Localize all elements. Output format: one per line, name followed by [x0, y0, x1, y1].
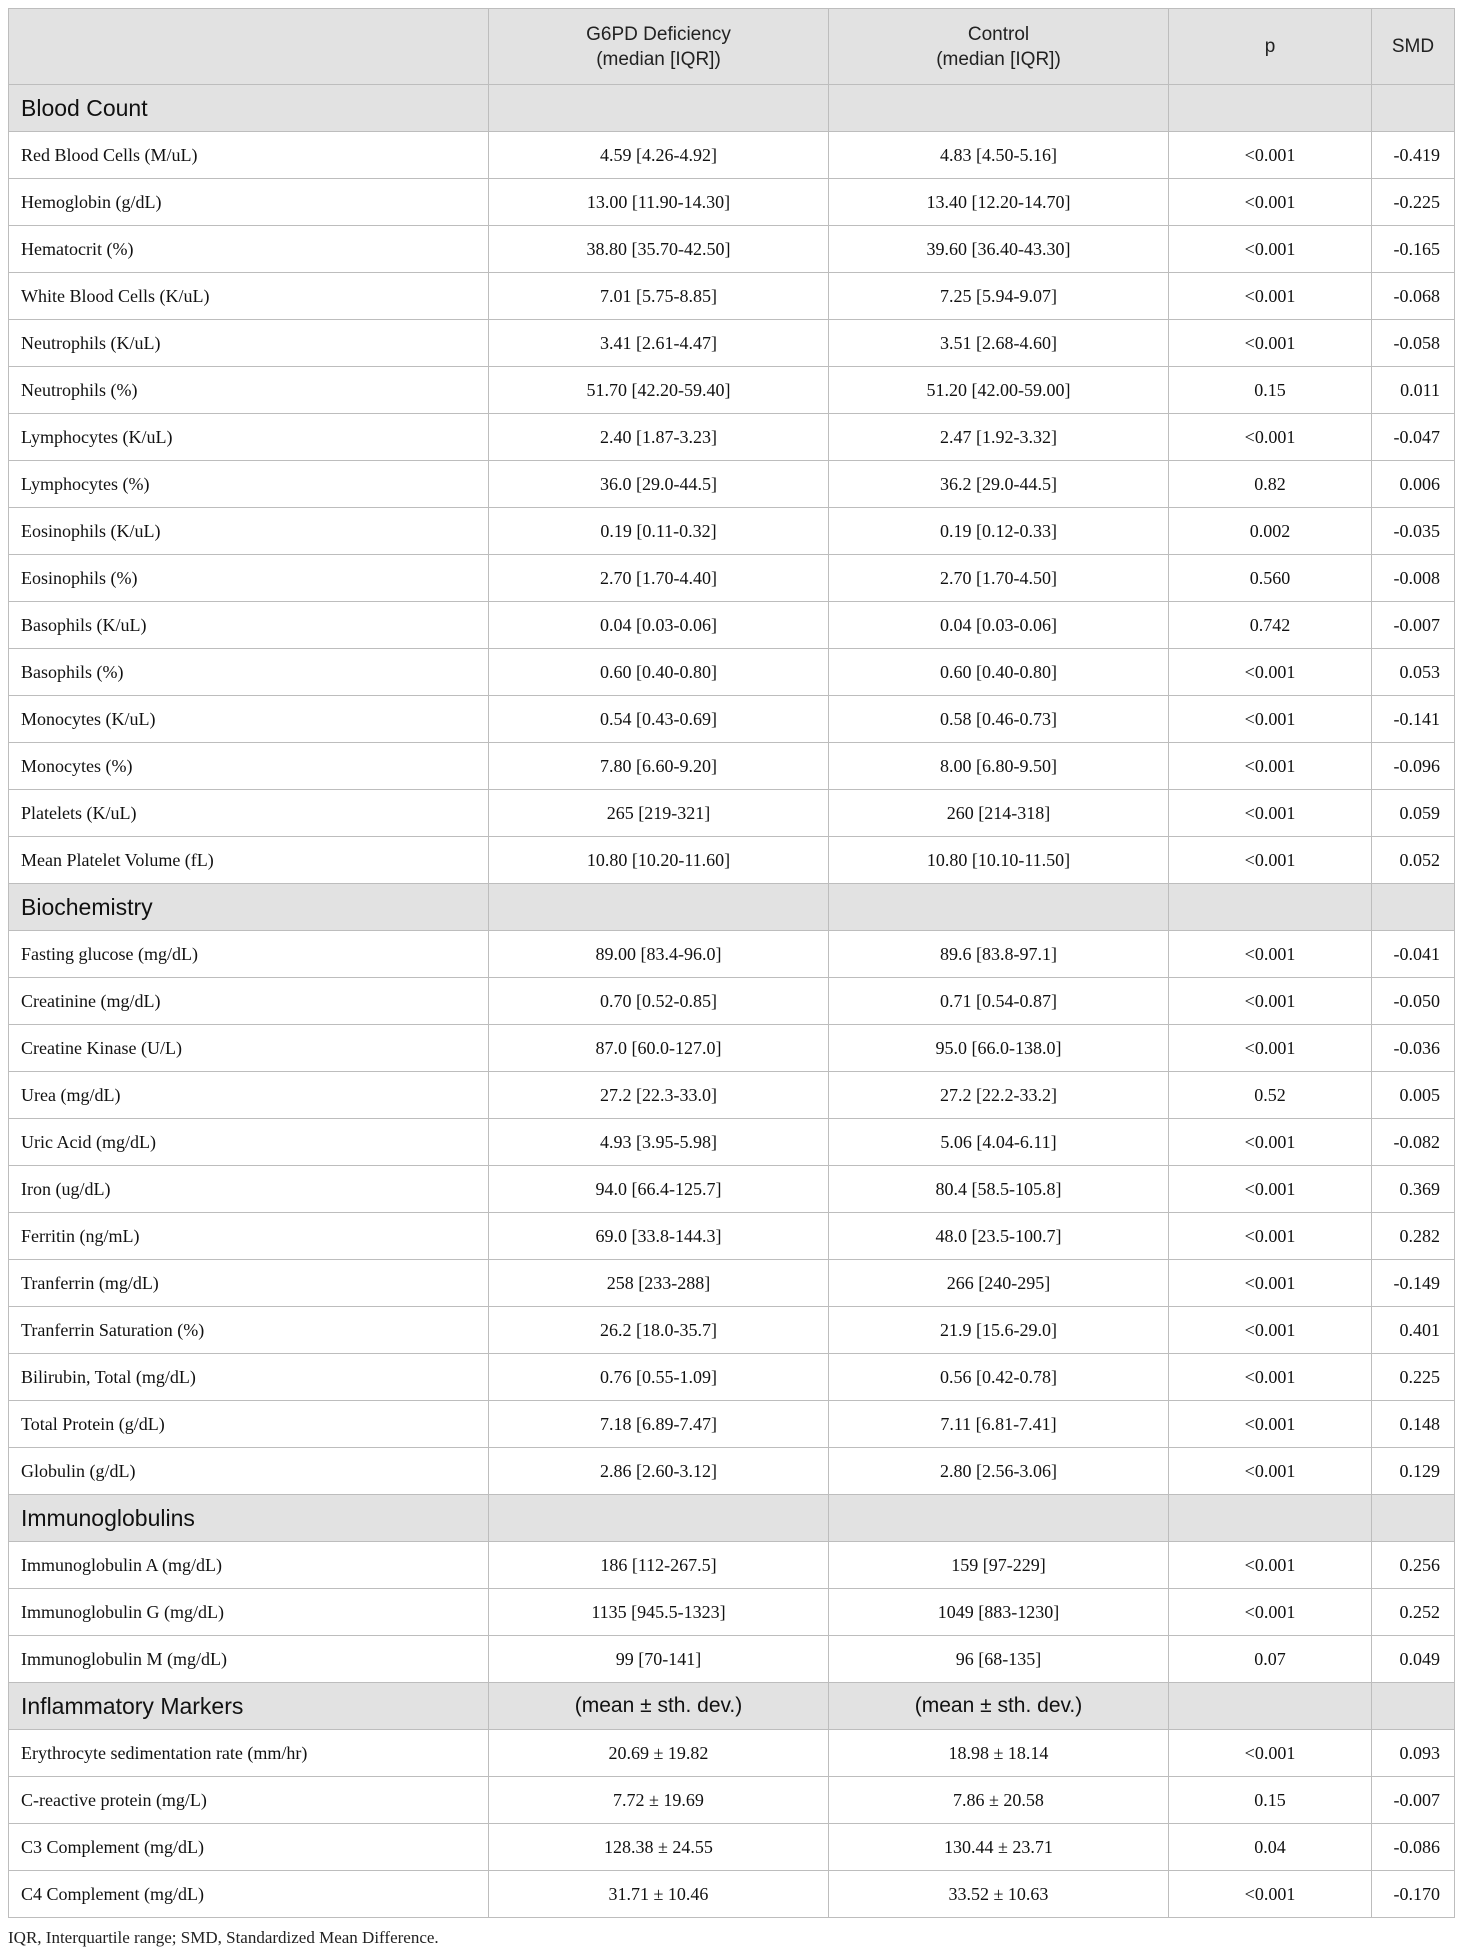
section-p-blank [1169, 1495, 1372, 1542]
row-g6pd-value: 38.80 [35.70-42.50] [489, 226, 829, 273]
row-label: Lymphocytes (K/uL) [9, 414, 489, 461]
row-control-value: 0.04 [0.03-0.06] [829, 602, 1169, 649]
row-g6pd-value: 3.41 [2.61-4.47] [489, 320, 829, 367]
row-p-value: 0.742 [1169, 602, 1372, 649]
table-header [9, 9, 1455, 85]
row-label: Total Protein (g/dL) [9, 1401, 489, 1448]
row-smd-value: -0.008 [1372, 555, 1455, 602]
table-row [9, 1260, 1455, 1307]
row-control-value: 159 [97-229] [829, 1542, 1169, 1589]
row-control-value: 7.11 [6.81-7.41] [829, 1401, 1169, 1448]
section-control-subheading: (mean ± sth. dev.) [829, 1683, 1169, 1730]
row-label: Creatine Kinase (U/L) [9, 1025, 489, 1072]
row-p-value: 0.560 [1169, 555, 1372, 602]
row-control-value: 130.44 ± 23.71 [829, 1824, 1169, 1871]
header-p: p [1169, 9, 1372, 85]
row-label: Uric Acid (mg/dL) [9, 1119, 489, 1166]
row-g6pd-value: 1135 [945.5-1323] [489, 1589, 829, 1636]
row-g6pd-value: 99 [70-141] [489, 1636, 829, 1683]
row-control-value: 7.86 ± 20.58 [829, 1777, 1169, 1824]
row-smd-value: -0.149 [1372, 1260, 1455, 1307]
section-title: Biochemistry [9, 884, 489, 931]
section-smd-blank [1372, 884, 1455, 931]
row-g6pd-value: 7.80 [6.60-9.20] [489, 743, 829, 790]
table-row [9, 1401, 1455, 1448]
row-control-value: 0.19 [0.12-0.33] [829, 508, 1169, 555]
section-p-blank [1169, 85, 1372, 132]
row-control-value: 1049 [883-1230] [829, 1589, 1169, 1636]
row-control-value: 51.20 [42.00-59.00] [829, 367, 1169, 414]
table-row [9, 1824, 1455, 1871]
section-smd-blank [1372, 1495, 1455, 1542]
row-g6pd-value: 2.40 [1.87-3.23] [489, 414, 829, 461]
section-control-subheading [829, 85, 1169, 132]
row-control-value: 266 [240-295] [829, 1260, 1169, 1307]
row-label: Hemoglobin (g/dL) [9, 179, 489, 226]
row-p-value: 0.52 [1169, 1072, 1372, 1119]
row-smd-value: 0.129 [1372, 1448, 1455, 1495]
section-p-blank [1169, 1683, 1372, 1730]
row-label: C-reactive protein (mg/L) [9, 1777, 489, 1824]
row-p-value: <0.001 [1169, 1307, 1372, 1354]
row-p-value: <0.001 [1169, 649, 1372, 696]
row-label: Red Blood Cells (M/uL) [9, 132, 489, 179]
row-g6pd-value: 0.19 [0.11-0.32] [489, 508, 829, 555]
row-g6pd-value: 128.38 ± 24.55 [489, 1824, 829, 1871]
table-row [9, 1730, 1455, 1777]
row-label: Neutrophils (K/uL) [9, 320, 489, 367]
row-g6pd-value: 0.60 [0.40-0.80] [489, 649, 829, 696]
row-smd-value: 0.005 [1372, 1072, 1455, 1119]
table-row [9, 1119, 1455, 1166]
row-smd-value: -0.082 [1372, 1119, 1455, 1166]
row-smd-value: 0.059 [1372, 790, 1455, 837]
row-p-value: <0.001 [1169, 1025, 1372, 1072]
row-label: Globulin (g/dL) [9, 1448, 489, 1495]
row-p-value: 0.07 [1169, 1636, 1372, 1683]
table-row [9, 1871, 1455, 1918]
row-label: C3 Complement (mg/dL) [9, 1824, 489, 1871]
row-control-value: 3.51 [2.68-4.60] [829, 320, 1169, 367]
row-smd-value: -0.036 [1372, 1025, 1455, 1072]
row-p-value: <0.001 [1169, 1401, 1372, 1448]
row-label: Hematocrit (%) [9, 226, 489, 273]
row-p-value: <0.001 [1169, 1589, 1372, 1636]
row-smd-value: -0.058 [1372, 320, 1455, 367]
row-control-value: 4.83 [4.50-5.16] [829, 132, 1169, 179]
row-smd-value: 0.256 [1372, 1542, 1455, 1589]
table-row [9, 1025, 1455, 1072]
row-p-value: 0.15 [1169, 367, 1372, 414]
row-smd-value: 0.049 [1372, 1636, 1455, 1683]
section-header-row [9, 1683, 1455, 1730]
row-p-value: <0.001 [1169, 1448, 1372, 1495]
table-row [9, 696, 1455, 743]
row-smd-value: -0.035 [1372, 508, 1455, 555]
row-smd-value: -0.165 [1372, 226, 1455, 273]
row-control-value: 0.60 [0.40-0.80] [829, 649, 1169, 696]
header-g6pd-title: G6PD Deficiency [586, 23, 731, 45]
row-smd-value: 0.282 [1372, 1213, 1455, 1260]
row-g6pd-value: 27.2 [22.3-33.0] [489, 1072, 829, 1119]
row-label: Erythrocyte sedimentation rate (mm/hr) [9, 1730, 489, 1777]
table-row [9, 743, 1455, 790]
row-g6pd-value: 89.00 [83.4-96.0] [489, 931, 829, 978]
row-p-value: <0.001 [1169, 696, 1372, 743]
section-p-blank [1169, 884, 1372, 931]
row-p-value: <0.001 [1169, 1354, 1372, 1401]
header-variable [9, 9, 489, 85]
row-label: Tranferrin Saturation (%) [9, 1307, 489, 1354]
row-smd-value: 0.093 [1372, 1730, 1455, 1777]
row-smd-value: 0.148 [1372, 1401, 1455, 1448]
section-control-subheading [829, 1495, 1169, 1542]
row-control-value: 36.2 [29.0-44.5] [829, 461, 1169, 508]
row-label: Tranferrin (mg/dL) [9, 1260, 489, 1307]
row-control-value: 21.9 [15.6-29.0] [829, 1307, 1169, 1354]
table-row [9, 1777, 1455, 1824]
row-g6pd-value: 0.76 [0.55-1.09] [489, 1354, 829, 1401]
row-smd-value: 0.053 [1372, 649, 1455, 696]
table-row [9, 602, 1455, 649]
table-row [9, 461, 1455, 508]
header-row [9, 9, 1455, 85]
row-g6pd-value: 7.18 [6.89-7.47] [489, 1401, 829, 1448]
table-row [9, 508, 1455, 555]
header-control [829, 9, 1169, 85]
row-smd-value: 0.006 [1372, 461, 1455, 508]
row-p-value: <0.001 [1169, 1119, 1372, 1166]
row-label: Eosinophils (K/uL) [9, 508, 489, 555]
table-body [9, 85, 1455, 1918]
row-label: Immunoglobulin A (mg/dL) [9, 1542, 489, 1589]
row-smd-value: -0.086 [1372, 1824, 1455, 1871]
row-g6pd-value: 7.72 ± 19.69 [489, 1777, 829, 1824]
section-control-subheading [829, 884, 1169, 931]
section-g6pd-subheading [489, 85, 829, 132]
row-control-value: 89.6 [83.8-97.1] [829, 931, 1169, 978]
row-g6pd-value: 69.0 [33.8-144.3] [489, 1213, 829, 1260]
row-smd-value: -0.041 [1372, 931, 1455, 978]
table-row [9, 978, 1455, 1025]
row-p-value: <0.001 [1169, 226, 1372, 273]
table-row [9, 649, 1455, 696]
row-p-value: 0.15 [1169, 1777, 1372, 1824]
section-title: Blood Count [9, 85, 489, 132]
row-g6pd-value: 0.54 [0.43-0.69] [489, 696, 829, 743]
row-label: Mean Platelet Volume (fL) [9, 837, 489, 884]
row-p-value: <0.001 [1169, 414, 1372, 461]
row-control-value: 7.25 [5.94-9.07] [829, 273, 1169, 320]
row-control-value: 18.98 ± 18.14 [829, 1730, 1169, 1777]
row-label: Bilirubin, Total (mg/dL) [9, 1354, 489, 1401]
row-control-value: 95.0 [66.0-138.0] [829, 1025, 1169, 1072]
header-control-title: Control [967, 23, 1030, 45]
table-row [9, 179, 1455, 226]
table-row [9, 414, 1455, 461]
table-row [9, 1542, 1455, 1589]
table-row [9, 1448, 1455, 1495]
row-p-value: <0.001 [1169, 837, 1372, 884]
section-title: Immunoglobulins [9, 1495, 489, 1542]
header-g6pd [489, 9, 829, 85]
table-row [9, 1307, 1455, 1354]
section-header-row [9, 85, 1455, 132]
table-row [9, 1166, 1455, 1213]
row-control-value: 5.06 [4.04-6.11] [829, 1119, 1169, 1166]
row-control-value: 2.80 [2.56-3.06] [829, 1448, 1169, 1495]
row-smd-value: -0.096 [1372, 743, 1455, 790]
row-smd-value: 0.401 [1372, 1307, 1455, 1354]
row-smd-value: 0.369 [1372, 1166, 1455, 1213]
row-smd-value: -0.419 [1372, 132, 1455, 179]
header-smd: SMD [1372, 9, 1455, 85]
row-g6pd-value: 258 [233-288] [489, 1260, 829, 1307]
row-label: Basophils (K/uL) [9, 602, 489, 649]
section-title: Inflammatory Markers [9, 1683, 489, 1730]
row-label: Basophils (%) [9, 649, 489, 696]
table-row [9, 1072, 1455, 1119]
row-p-value: <0.001 [1169, 132, 1372, 179]
row-p-value: 0.04 [1169, 1824, 1372, 1871]
row-g6pd-value: 7.01 [5.75-8.85] [489, 273, 829, 320]
table-row [9, 1589, 1455, 1636]
row-p-value: <0.001 [1169, 320, 1372, 367]
table-row [9, 1213, 1455, 1260]
table-row [9, 320, 1455, 367]
section-smd-blank [1372, 1683, 1455, 1730]
row-g6pd-value: 4.93 [3.95-5.98] [489, 1119, 829, 1166]
row-label: Immunoglobulin G (mg/dL) [9, 1589, 489, 1636]
row-g6pd-value: 20.69 ± 19.82 [489, 1730, 829, 1777]
row-label: Fasting glucose (mg/dL) [9, 931, 489, 978]
table-footnote: IQR, Interquartile range; SMD, Standardized Mean Difference. [8, 1928, 439, 1947]
row-control-value: 39.60 [36.40-43.30] [829, 226, 1169, 273]
row-smd-value: -0.170 [1372, 1871, 1455, 1918]
row-control-value: 27.2 [22.2-33.2] [829, 1072, 1169, 1119]
row-p-value: <0.001 [1169, 1542, 1372, 1589]
row-g6pd-value: 0.04 [0.03-0.06] [489, 602, 829, 649]
row-label: C4 Complement (mg/dL) [9, 1871, 489, 1918]
row-smd-value: 0.225 [1372, 1354, 1455, 1401]
table-container [8, 8, 1454, 1948]
table-row [9, 931, 1455, 978]
row-smd-value: 0.011 [1372, 367, 1455, 414]
row-label: Iron (ug/dL) [9, 1166, 489, 1213]
data-table [8, 8, 1455, 1918]
row-p-value: <0.001 [1169, 1260, 1372, 1307]
row-g6pd-value: 26.2 [18.0-35.7] [489, 1307, 829, 1354]
section-smd-blank [1372, 85, 1455, 132]
row-g6pd-value: 87.0 [60.0-127.0] [489, 1025, 829, 1072]
row-p-value: <0.001 [1169, 1871, 1372, 1918]
row-p-value: 0.002 [1169, 508, 1372, 555]
row-label: Creatinine (mg/dL) [9, 978, 489, 1025]
row-control-value: 10.80 [10.10-11.50] [829, 837, 1169, 884]
row-label: Immunoglobulin M (mg/dL) [9, 1636, 489, 1683]
section-header-row [9, 1495, 1455, 1542]
row-g6pd-value: 13.00 [11.90-14.30] [489, 179, 829, 226]
row-p-value: 0.82 [1169, 461, 1372, 508]
row-label: White Blood Cells (K/uL) [9, 273, 489, 320]
row-control-value: 8.00 [6.80-9.50] [829, 743, 1169, 790]
row-g6pd-value: 4.59 [4.26-4.92] [489, 132, 829, 179]
table-row [9, 226, 1455, 273]
row-smd-value: -0.141 [1372, 696, 1455, 743]
section-g6pd-subheading [489, 884, 829, 931]
table-row [9, 1636, 1455, 1683]
row-g6pd-value: 0.70 [0.52-0.85] [489, 978, 829, 1025]
row-p-value: <0.001 [1169, 1166, 1372, 1213]
row-label: Monocytes (K/uL) [9, 696, 489, 743]
row-p-value: <0.001 [1169, 273, 1372, 320]
row-control-value: 13.40 [12.20-14.70] [829, 179, 1169, 226]
row-control-value: 260 [214-318] [829, 790, 1169, 837]
table-row [9, 790, 1455, 837]
row-control-value: 0.56 [0.42-0.78] [829, 1354, 1169, 1401]
row-label: Monocytes (%) [9, 743, 489, 790]
row-smd-value: -0.050 [1372, 978, 1455, 1025]
row-control-value: 48.0 [23.5-100.7] [829, 1213, 1169, 1260]
row-control-value: 2.70 [1.70-4.50] [829, 555, 1169, 602]
row-control-value: 33.52 ± 10.63 [829, 1871, 1169, 1918]
row-label: Lymphocytes (%) [9, 461, 489, 508]
row-control-value: 80.4 [58.5-105.8] [829, 1166, 1169, 1213]
row-p-value: <0.001 [1169, 1730, 1372, 1777]
row-g6pd-value: 186 [112-267.5] [489, 1542, 829, 1589]
row-control-value: 2.47 [1.92-3.32] [829, 414, 1169, 461]
table-row [9, 132, 1455, 179]
row-g6pd-value: 2.86 [2.60-3.12] [489, 1448, 829, 1495]
row-control-value: 0.71 [0.54-0.87] [829, 978, 1169, 1025]
row-smd-value: 0.252 [1372, 1589, 1455, 1636]
row-control-value: 0.58 [0.46-0.73] [829, 696, 1169, 743]
row-g6pd-value: 31.71 ± 10.46 [489, 1871, 829, 1918]
table-row [9, 837, 1455, 884]
row-g6pd-value: 36.0 [29.0-44.5] [489, 461, 829, 508]
row-label: Urea (mg/dL) [9, 1072, 489, 1119]
row-smd-value: -0.047 [1372, 414, 1455, 461]
row-p-value: <0.001 [1169, 790, 1372, 837]
row-g6pd-value: 265 [219-321] [489, 790, 829, 837]
row-p-value: <0.001 [1169, 978, 1372, 1025]
section-header-row [9, 884, 1455, 931]
table-row [9, 367, 1455, 414]
row-label: Ferritin (ng/mL) [9, 1213, 489, 1260]
row-smd-value: -0.068 [1372, 273, 1455, 320]
row-p-value: <0.001 [1169, 931, 1372, 978]
row-smd-value: -0.007 [1372, 602, 1455, 649]
row-smd-value: -0.007 [1372, 1777, 1455, 1824]
row-p-value: <0.001 [1169, 743, 1372, 790]
row-g6pd-value: 10.80 [10.20-11.60] [489, 837, 829, 884]
table-row [9, 555, 1455, 602]
row-g6pd-value: 51.70 [42.20-59.40] [489, 367, 829, 414]
row-g6pd-value: 94.0 [66.4-125.7] [489, 1166, 829, 1213]
row-label: Neutrophils (%) [9, 367, 489, 414]
section-g6pd-subheading [489, 1495, 829, 1542]
row-p-value: <0.001 [1169, 179, 1372, 226]
row-p-value: <0.001 [1169, 1213, 1372, 1260]
row-label: Eosinophils (%) [9, 555, 489, 602]
row-g6pd-value: 2.70 [1.70-4.40] [489, 555, 829, 602]
row-smd-value: -0.225 [1372, 179, 1455, 226]
row-smd-value: 0.052 [1372, 837, 1455, 884]
section-g6pd-subheading: (mean ± sth. dev.) [489, 1683, 829, 1730]
table-row [9, 1354, 1455, 1401]
row-control-value: 96 [68-135] [829, 1636, 1169, 1683]
table-row [9, 273, 1455, 320]
row-label: Platelets (K/uL) [9, 790, 489, 837]
header-g6pd-subtitle: (median [IQR]) [596, 48, 721, 70]
header-control-subtitle: (median [IQR]) [936, 48, 1061, 70]
